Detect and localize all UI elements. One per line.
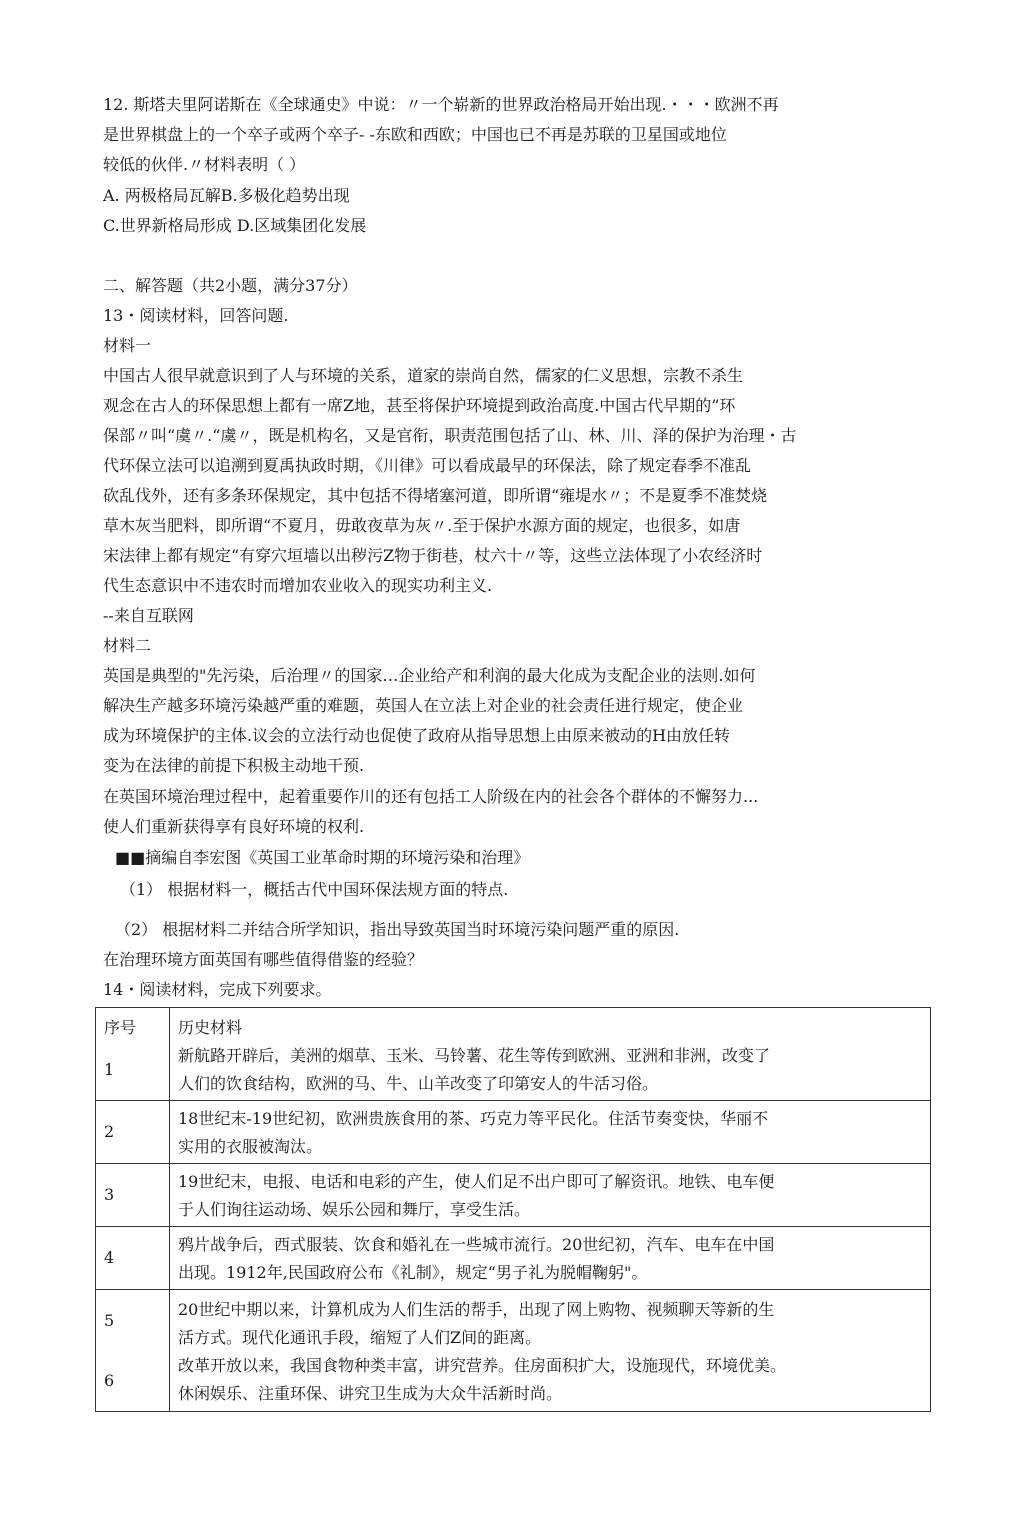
col-header-material: 历史材料: [178, 1018, 243, 1037]
material-1-line: 代生态意识中不违农时而增加农业收入的现实功利主义.: [103, 576, 493, 595]
material-cell: [170, 1290, 931, 1412]
row-index: 5: [104, 1310, 115, 1330]
row-text: 19世纪末，电报、电话和电彩的产生，使人们足不出户即可了解资讯。地铁、电车便: [178, 1172, 775, 1191]
row-text: 鸦片战争后，西式服装、饮食和婚礼在一些城市流行。20世纪初，汽车、电车在中国: [178, 1235, 775, 1254]
q14-intro: 14・阅读材料，完成下列要求。: [103, 980, 332, 999]
q12-option-ab: A. 两极格局瓦解B.多极化趋势出现: [103, 186, 350, 205]
material-1-line: 砍乱伐外，还有多条环保规定，其中包括不得堵塞河道，即所谓“雍堤水〃；不是夏季不准焚烧: [103, 486, 768, 505]
material-2-line: 变为在法律的前提下积极主动地干预.: [103, 756, 365, 775]
row-text: 新航路开辟后，美洲的烟草、玉米、马铃薯、花生等传到欧洲、亚洲和非洲，改变了: [178, 1046, 771, 1065]
table-row: [96, 1164, 931, 1227]
material-1-line: 宋法律上都有规定“有穿穴垣墙以出秽污Z物于街巷，杖六十〃等，这些立法体现了小农经济时: [103, 546, 763, 565]
index-cell: [96, 1290, 170, 1412]
row-index: 2: [104, 1122, 115, 1141]
q12-line-1: 12. 斯塔夫里阿诺斯在《全球通史》中说：〃一个崭新的世界政治格局开始出现.・・・欧洲不再: [103, 95, 779, 114]
material-2-line: 使人们重新获得享有良好环境的权利.: [103, 817, 365, 836]
q13-intro: 13・阅读材料，回答问题.: [103, 306, 289, 325]
material-1-title: 材料一: [103, 336, 152, 355]
sub-question-1: （1） 根据材料一，概括古代中国环保法规方面的特点.: [120, 880, 509, 899]
table-row: [96, 1290, 931, 1412]
material-cell: [170, 1227, 931, 1290]
index-cell: [96, 1101, 170, 1164]
q12-line-2: 是世界棋盘上的一个卒子或两个卒子- -东欧和西欧；中国也已不再是苏联的卫星国或地位: [103, 125, 727, 144]
material-2-title: 材料二: [103, 636, 152, 655]
material-2-line: 在英国环境治理过程中，起着重要作川的还有包括工人阶级在内的社会各个群体的不懈努力...: [103, 787, 759, 806]
material-1-line: 保部〃叫“虞〃.“虞〃，既是机构名，又是官衔，职责范围包括了山、林、川、泽的保护为治理・古: [103, 426, 797, 445]
row-index: 6: [104, 1370, 115, 1390]
history-table: [95, 1007, 931, 1412]
material-cell: [170, 1164, 931, 1227]
material-1-line: 中国古人很早就意识到了人与环境的关系，道家的崇尚自然，儒家的仁义思想，宗教不杀生: [103, 366, 744, 385]
row-text: 改革开放以来，我国食物种类丰富，讲究营养。住房面积扩大，设施现代，环境优美。: [178, 1355, 787, 1375]
row-text: 实用的衣服被淘汰。: [178, 1137, 323, 1156]
row-text: 出现。1912年,民国政府公布《礼制》，规定“男子礼为脱帽鞠躬"。: [178, 1263, 648, 1282]
q12-line-3: 较低的伙伴.〃材料表明（ ）: [103, 155, 306, 174]
table-row: [96, 1101, 931, 1164]
row-index: 1: [104, 1060, 115, 1079]
row-text: 休闲娱乐、注重环保、讲究卫生成为大众牛活新时尚。: [178, 1383, 563, 1403]
q12-option-cd: C.世界新格局形成 D.区域集团化发展: [103, 216, 367, 235]
index-cell: [96, 1008, 170, 1101]
row-text: 于人们询往运动场、娱乐公园和舞厅，享受生活。: [178, 1200, 531, 1219]
row-text: 18世纪末-19世纪初，欧洲贵族食用的茶、巧克力等平民化。住活节奏变快，华丽不: [178, 1109, 769, 1128]
row-index: 3: [104, 1185, 115, 1204]
index-cell: [96, 1164, 170, 1227]
material-2-line: 英国是典型的"先污染，后治理〃的国家…企业给产和利润的最大化成为支配企业的法则.如何: [103, 666, 756, 685]
row-text: 20世纪中期以来，计算机成为人们生活的帮手，出现了网上购物、视频聊天等新的生: [178, 1299, 775, 1319]
table-row: [96, 1227, 931, 1290]
material-cell: [170, 1101, 931, 1164]
material-2-line: 成为环境保护的主体.议会的立法行动也促使了政府从指导思想上由原来被动的H由放任转: [103, 726, 731, 745]
row-text: 活方式。现代化通讯手段，缩短了人们Z间的距离。: [178, 1327, 542, 1347]
material-1-line: 观念在古人的环保思想上都有一席Z地，甚至将保护环境提到政治高度.中国古代早期的”环: [103, 396, 736, 415]
material-1-line: 代环保立法可以追溯到夏禹执政时期，《川律》可以看成最早的环保法，除了规定春季不准乱: [103, 456, 752, 475]
index-cell: [96, 1227, 170, 1290]
material-1-source: --来自互联网: [103, 606, 194, 625]
row-index: 4: [104, 1248, 115, 1267]
col-header-index: 序号: [104, 1018, 137, 1037]
material-1-line: 草木灰当肥料，即所谓“不夏月，毋敢夜草为灰〃.至于保护水源方面的规定，也很多，如唐: [103, 516, 741, 535]
row-text: 人们的饮食结构，欧洲的马、牛、山羊改变了印第安人的牛活习俗。: [178, 1074, 659, 1093]
material-2-line: 解决生产越多环境污染越严重的难题，英国人在立法上对企业的社会责任进行规定，使企业: [103, 696, 744, 715]
sub-question-2: （2） 根据材料二并结合所学知识，指出导致英国当时环境污染问题严重的原因.: [115, 920, 680, 939]
material-cell: [170, 1008, 931, 1101]
section-heading: 二、解答题（共2小题，满分37分）: [103, 276, 358, 295]
table-row: [96, 1008, 931, 1101]
sub-question-2-continued: 在治理环境方面英国有哪些值得借鉴的经验？: [103, 950, 424, 969]
material-2-source: ■■摘编自李宏图《英国工业革命时期的环境污染和治理》: [115, 848, 530, 867]
